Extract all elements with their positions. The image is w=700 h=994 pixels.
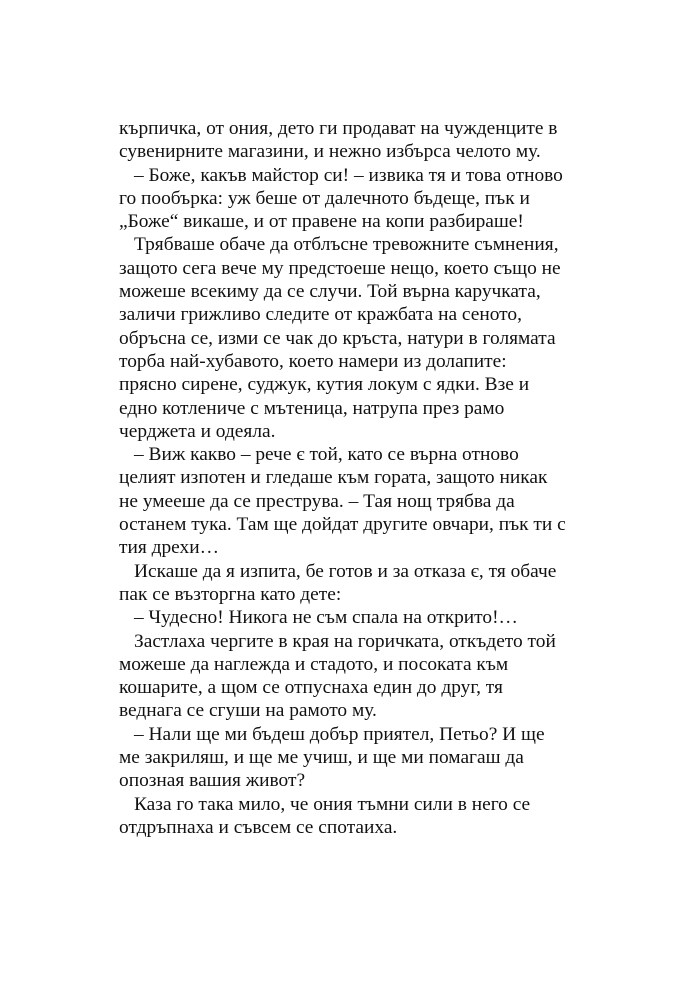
text-line: можеше да наглежда и стадото, и посоката към <box>119 653 509 675</box>
text-line: – Нали ще ми бъдеш добър приятел, Петьо? И ще <box>134 723 545 745</box>
text-line: – Боже, какъв майстор си! – извика тя и това отново <box>134 164 563 186</box>
text-line: кошарите, а щом се отпуснаха един до друг, тя <box>119 677 503 699</box>
text-line: веднага се сгуши на рамото му. <box>119 700 377 722</box>
text-line: прясно сирене, суджук, кутия локум с ядки. Взе и <box>119 374 530 396</box>
text-line: не умееше да се преструва. – Тая нощ трябва да <box>119 490 515 512</box>
text-line: торба най-хубавото, което намери из долапите: <box>119 350 507 372</box>
text-line: обръсна се, изми се чак до кръста, натури в голямата <box>119 327 556 349</box>
text-line: сувенирните магазини, и нежно избърса челото му. <box>119 141 541 163</box>
text-line: едно котлениче с мътеница, натрупа през рамо <box>119 397 505 419</box>
text-line: черджета и одеяла. <box>119 420 276 442</box>
text-line: можеше всекиму да се случи. Той върна каручката, <box>119 281 541 303</box>
text-line: целият изпотен и гледаше към гората, защото никак <box>119 467 548 489</box>
text-line: „Боже“ викаше, и от правене на копи разбираше! <box>119 211 524 233</box>
text-line: – Виж какво – рече є той, като се върна отново <box>134 444 519 466</box>
text-line: отдръпнаха и съвсем се спотаиха. <box>119 816 398 838</box>
text-line: пак се възторгна като дете: <box>119 583 342 605</box>
text-line: кърпичка, от ония, дето ги продават на чужденците в <box>119 118 558 139</box>
text-line: Застлаха чергите в края на горичката, откъдето той <box>134 630 556 652</box>
page-text <box>119 117 589 839</box>
text-line: тия дрехи… <box>119 537 219 559</box>
text-line: опозная вашия живот? <box>119 770 306 792</box>
text-line: го пообърка: уж беше от далечното бъдеще, пък и <box>119 187 530 209</box>
text-line: заличи грижливо следите от кражбата на сеното, <box>119 304 522 326</box>
text-line: Каза го така мило, че ония тъмни сили в него се <box>134 793 531 815</box>
text-line: Трябваше обаче да отблъсне тревожните съмнения, <box>134 234 559 256</box>
text-line: Искаше да я изпита, бе готов и за отказа є, тя обаче <box>134 560 557 582</box>
text-line: защото сега вече му предстоеше нещо, което също не <box>119 257 561 279</box>
text-line: – Чудесно! Никога не съм спала на открито!… <box>134 607 518 629</box>
text-line: останем тука. Там ще дойдат другите овчари, пък ти с <box>119 514 566 536</box>
text-line: ме закриляш, и ще ме учиш, и ще ми помагаш да <box>119 747 524 769</box>
